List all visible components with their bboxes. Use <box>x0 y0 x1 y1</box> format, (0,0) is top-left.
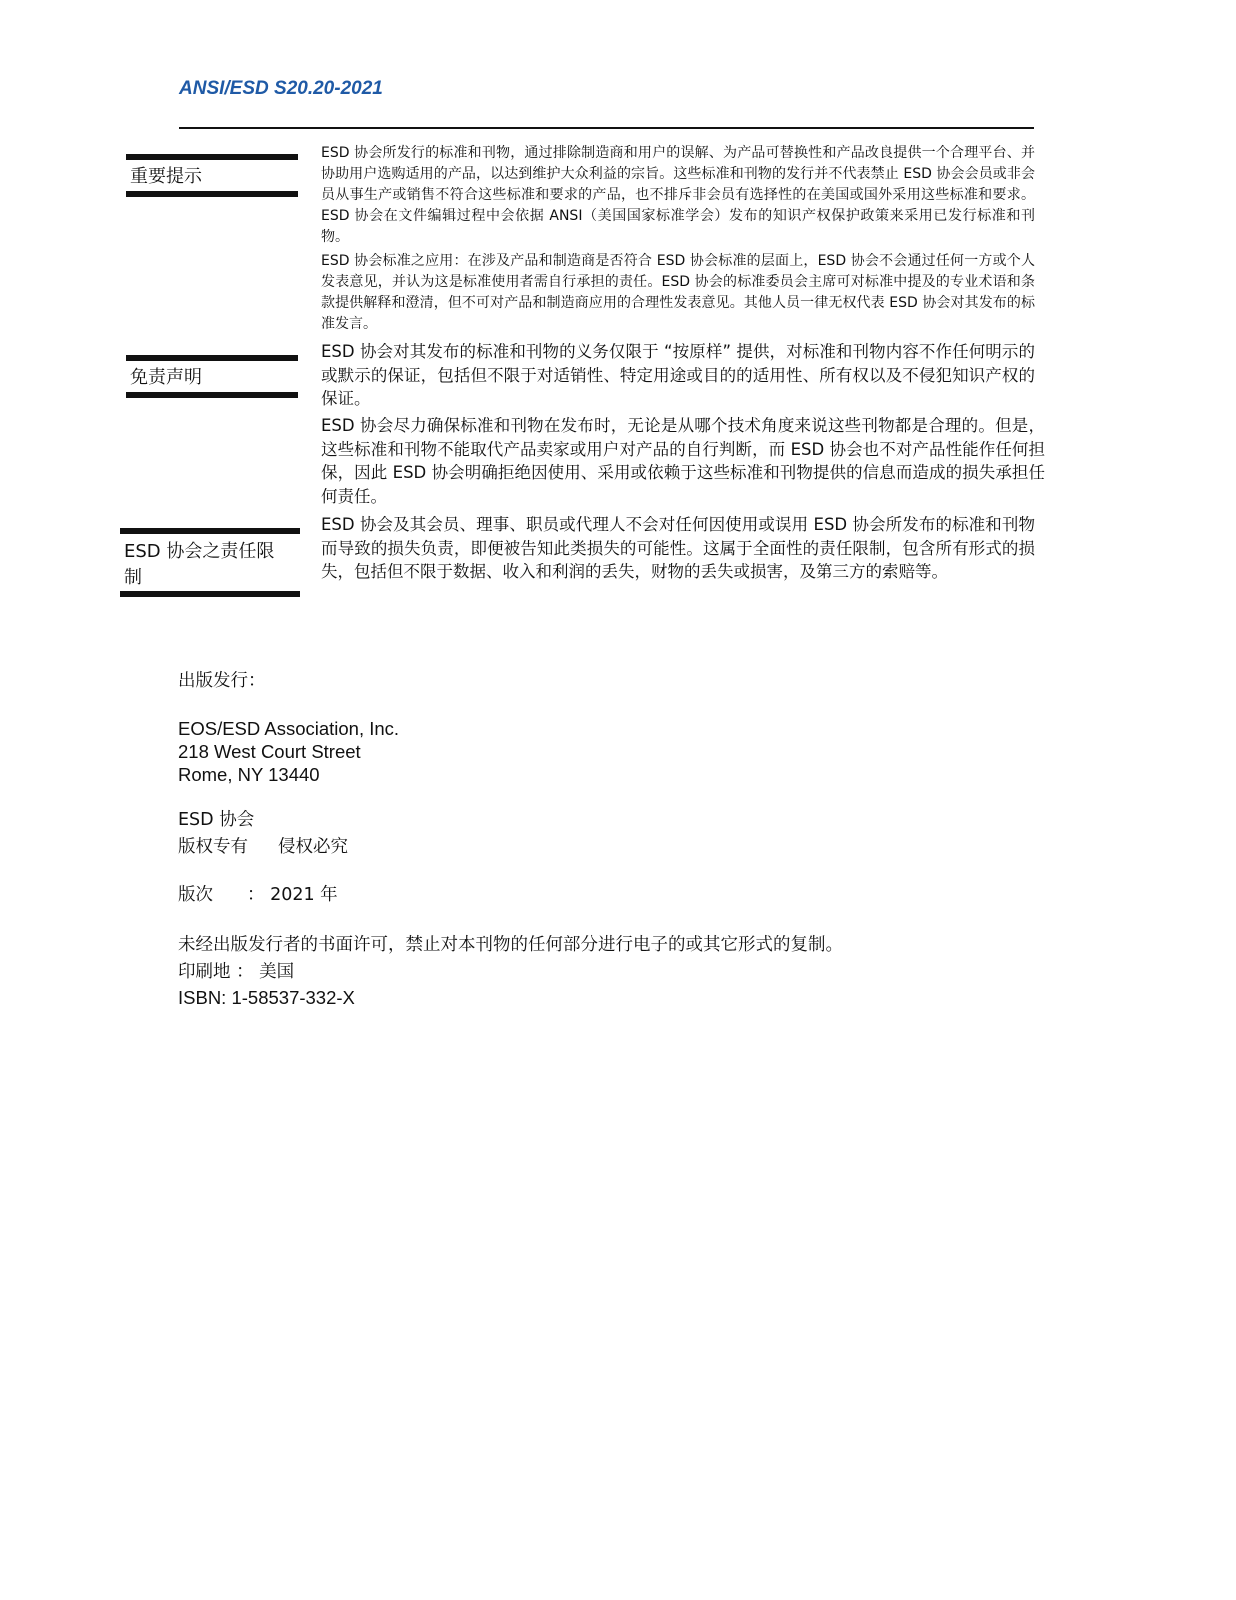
disclaimer-paragraph-1: ESD 协会对其发布的标准和刊物的义务仅限于 “按原样” 提供，对标准和刊物内容不作任何明示的或默示的保证，包括但不限于对适销性、特定用途或目的的适用性、所有权以及不侵犯知识产权的保证。 <box>321 342 1035 408</box>
liability-label-line2: 制 <box>124 567 142 588</box>
print-line <box>178 961 294 984</box>
notice-paragraph: ESD 协会所发行的标准和刊物，通过排除制造商和用户的误解、为产品可替换性和产品改良提供一个合理平台、并协助用户选购适用的产品，以达到维护大众利益的宗旨。这些标准和刊物的发行并不代表禁止 ESD 协会会员或非会员从事生产或销售不符合这些标准和要求的产品，也不排斥非会员有选择性的在美国或国外采用这些标准和要求。ESD 协会在文件编辑过程中会依据 ANSI（美国国家标准学会）发布的知识产权保护政策来采用已发行标准和刊物。 <box>321 145 1035 245</box>
publisher-org: EOS/ESD Association, Inc. <box>178 718 400 739</box>
liability-label-line1: ESD 协会之责任限 <box>124 541 275 562</box>
section-label-disclaimer: 免责声明 <box>126 355 298 398</box>
section-label-notice: 重要提示 <box>126 154 298 197</box>
print-label: 印刷地 <box>178 962 231 982</box>
standard-header: ANSI/ESD S20.20-2021 <box>179 78 383 99</box>
disclaimer-paragraph-2: ESD 协会尽力确保标准和刊物在发布时，无论是从哪个技术角度来说这些刊物都是合理的。但是，这些标准和刊物不能取代产品卖家或用户对产品的自行判断，而 ESD 协会也不对产品性能作任何担保，因此 ESD 协会明确拒绝因使用、采用或依赖于这些标准和刊物提供的信息而造成的损失承担任何责任。 <box>321 416 1045 506</box>
print-value: ： 美国 <box>236 962 295 982</box>
edition-value: ： 2021 年 <box>247 885 338 905</box>
infringement-notice: 侵权必究 <box>278 837 348 857</box>
publisher-esd: ESD 协会 <box>178 810 255 830</box>
application-paragraph: ESD 协会标准之应用：在涉及产品和制造商是否符合 ESD 协会标准的层面上，ESD 协会不会通过任何一方或个人发表意见，并认为这是标准使用者需自行承担的责任。ESD 协会的标准委员会主席可对标准中提及的专业术语和条款提供解释和澄清，但不可对产品和制造商应用的合理性发表意见。其他人员一律无权代表 ESD 协会对其发布的标准发言。 <box>321 253 1035 332</box>
publisher-title: 出版发行： <box>178 671 266 691</box>
rights-line <box>178 836 348 859</box>
isbn: ISBN: 1-58537-332-X <box>178 987 355 1008</box>
header-divider <box>179 127 1034 129</box>
publisher-city: Rome, NY 13440 <box>178 764 320 785</box>
rights-reserved: 版权专有 <box>178 837 248 857</box>
edition-label: 版次 <box>178 885 213 905</box>
publisher-street: 218 West Court Street <box>178 741 361 762</box>
section-label-liability <box>120 528 300 597</box>
copy-notice: 未经出版发行者的书面许可，禁止对本刊物的任何部分进行电子的或其它形式的复制。 <box>178 935 843 955</box>
liability-paragraph: ESD 协会及其会员、理事、职员或代理人不会对任何因使用或误用 ESD 协会所发布的标准和刊物而导致的损失负责，即便被告知此类损失的可能性。这属于全面性的责任限制，包含所有形式的损失，包括但不限于数据、收入和利润的丢失，财物的丢失或损害，及第三方的索赔等。 <box>321 515 1035 581</box>
edition-line <box>178 884 338 907</box>
